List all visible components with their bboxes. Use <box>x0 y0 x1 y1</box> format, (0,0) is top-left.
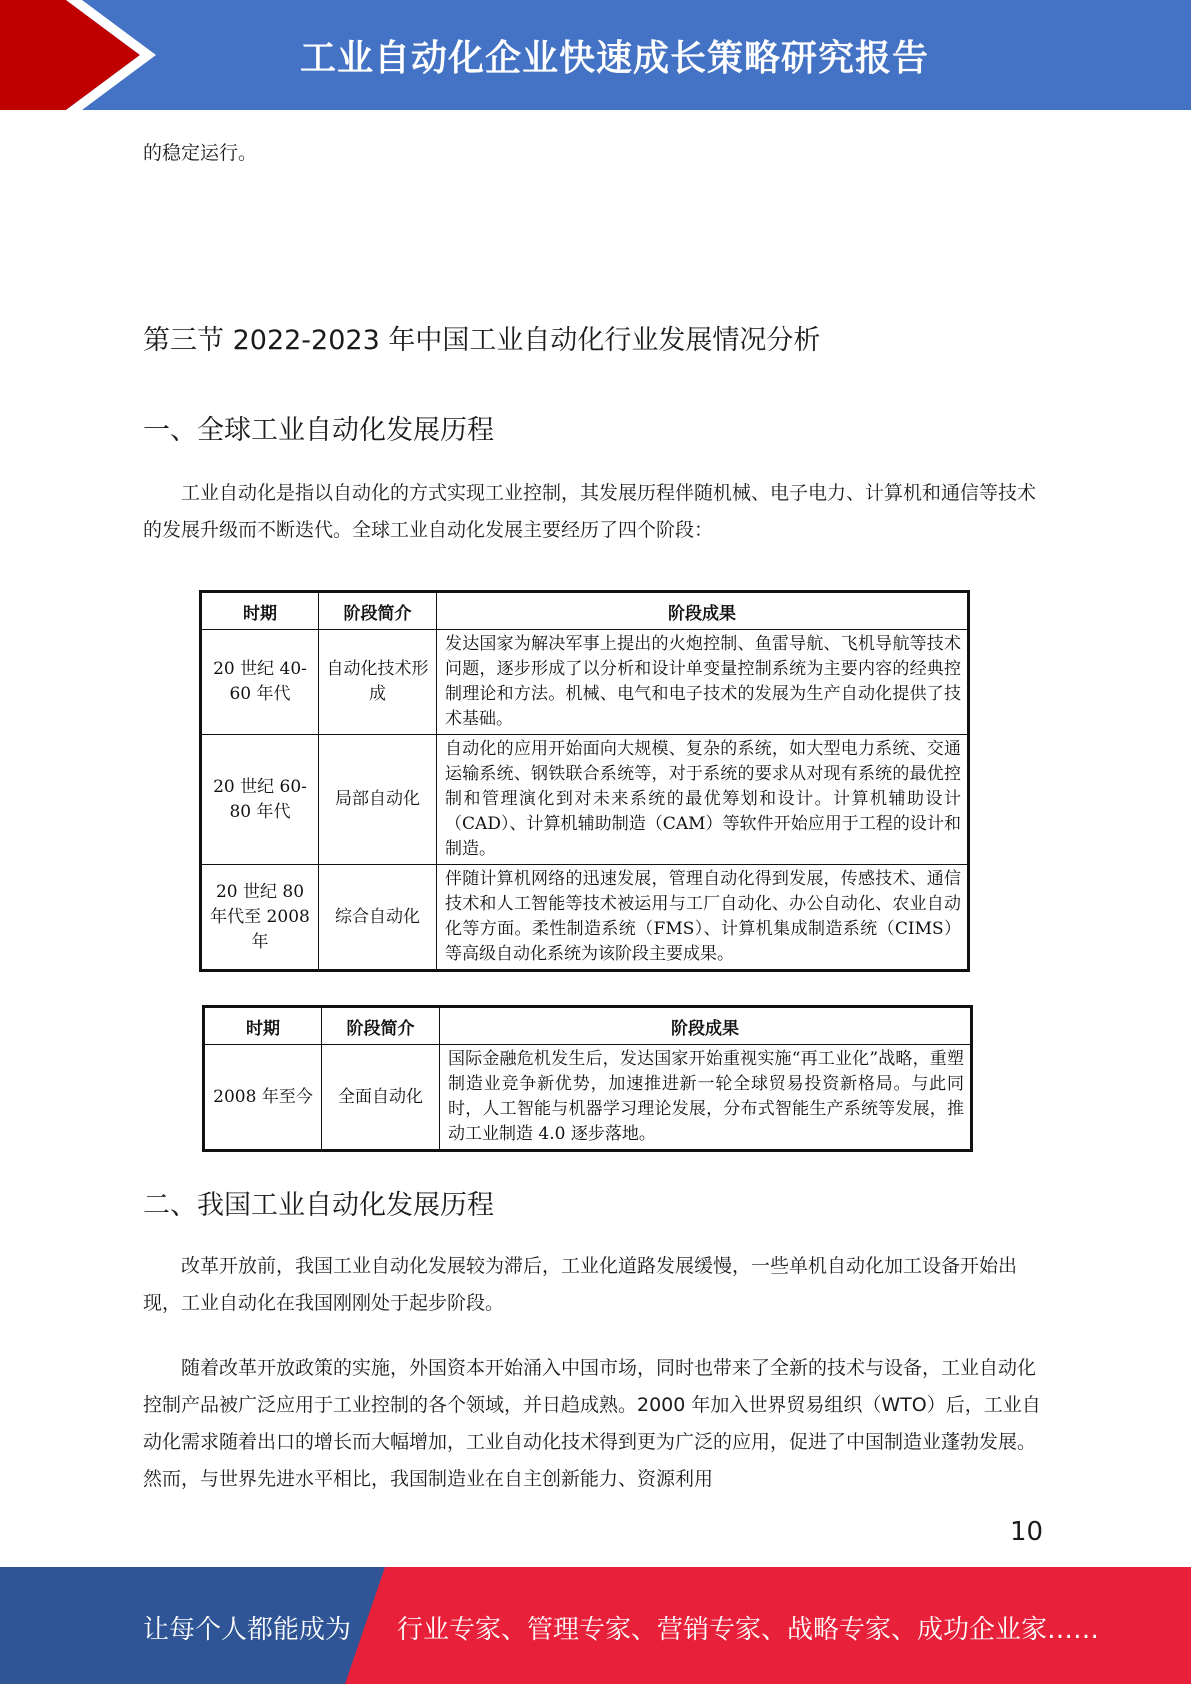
cell-result: 国际金融危机发生后，发达国家开始重视实施“再工业化”战略，重塑制造业竞争新优势，加速推进新一轮全球贸易投资新格局。与此同时，人工智能与机器学习理论发展，分布式智能生产系统等发展，推动工业制造 4.0 逐步落地。 <box>440 1045 972 1151</box>
section-title: 第三节 2022-2023 年中国工业自动化行业发展情况分析 <box>143 325 821 356</box>
cell-period: 20 世纪 80 年代至 2008 年 <box>201 865 319 971</box>
header-banner <box>0 0 1191 110</box>
cell-period: 20 世纪 40-60 年代 <box>201 630 319 735</box>
header-stage: 阶段简介 <box>319 592 437 630</box>
header-stage: 阶段简介 <box>322 1007 440 1045</box>
cell-period: 2008 年至今 <box>204 1045 322 1151</box>
table-header-row <box>204 1007 972 1045</box>
header-period: 时期 <box>204 1007 322 1045</box>
footer-banner <box>0 1567 1191 1684</box>
cell-result: 发达国家为解决军事上提出的火炮控制、鱼雷导航、飞机导航等技术问题，逐步形成了以分析和设计单变量控制系统为主要内容的经典控制理论和方法。机械、电气和电子技术的发展为生产自动化提供了技术基础。 <box>437 630 969 735</box>
stage-table-1 <box>199 590 970 972</box>
header-result: 阶段成果 <box>437 592 969 630</box>
header-title: 工业自动化企业快速成长策略研究报告 <box>300 38 930 79</box>
footer-slogan-right: 行业专家、管理专家、营销专家、战略专家、成功企业家…… <box>397 1615 1100 1645</box>
table-header-row <box>201 592 969 630</box>
intro-tail-text: 的稳定运行。 <box>143 142 258 164</box>
stage-table-2 <box>202 1005 973 1152</box>
table-row <box>201 865 969 971</box>
part2-title: 二、我国工业自动化发展历程 <box>143 1190 494 1221</box>
table-row <box>201 735 969 865</box>
cell-stage: 局部自动化 <box>319 735 437 865</box>
cell-result: 自动化的应用开始面向大规模、复杂的系统，如大型电力系统、交通运输系统、钢铁联合系统等，对于系统的要求从对现有系统的最优控制和管理演化到对未来系统的最优筹划和设计。计算机辅助设计（CAD）、计算机辅助制造（CAM）等软件开始应用于工程的设计和制造。 <box>437 735 969 865</box>
part1-title: 一、全球工业自动化发展历程 <box>143 415 494 446</box>
part2-paragraph-2: 随着改革开放政策的实施，外国资本开始涌入中国市场，同时也带来了全新的技术与设备，工业自动化控制产品被广泛应用于工业控制的各个领域，并日趋成熟。2000 年加入世界贸易组织（WTO）后，工业自动化需求随着出口的增长而大幅增加，工业自动化技术得到更为广泛的应用，促进了中国制造业蓬勃发展。然而，与世界先进水平相比，我国制造业在自主创新能力、资源利用 <box>143 1357 1041 1490</box>
part1-paragraph: 工业自动化是指以自动化的方式实现工业控制，其发展历程伴随机械、电子电力、计算机和通信等技术的发展升级而不断迭代。全球工业自动化发展主要经历了四个阶段： <box>143 482 1037 541</box>
cell-stage: 全面自动化 <box>322 1045 440 1151</box>
header-period: 时期 <box>201 592 319 630</box>
table-row <box>201 630 969 735</box>
table-row <box>204 1045 972 1151</box>
page-number: 10 <box>1010 1517 1044 1547</box>
cell-period: 20 世纪 60-80 年代 <box>201 735 319 865</box>
header-result: 阶段成果 <box>440 1007 972 1045</box>
part2-paragraph-1: 改革开放前，我国工业自动化发展较为滞后，工业化道路发展缓慢，一些单机自动化加工设备开始出现，工业自动化在我国刚刚处于起步阶段。 <box>143 1255 1018 1314</box>
cell-stage: 综合自动化 <box>319 865 437 971</box>
cell-result: 伴随计算机网络的迅速发展，管理自动化得到发展，传感技术、通信技术和人工智能等技术被运用与工厂自动化、办公自动化、农业自动化等方面。柔性制造系统（FMS）、计算机集成制造系统（CIMS）等高级自动化系统为该阶段主要成果。 <box>437 865 969 971</box>
footer-slogan-left: 让每个人都能成为 <box>143 1615 352 1645</box>
cell-stage: 自动化技术形成 <box>319 630 437 735</box>
